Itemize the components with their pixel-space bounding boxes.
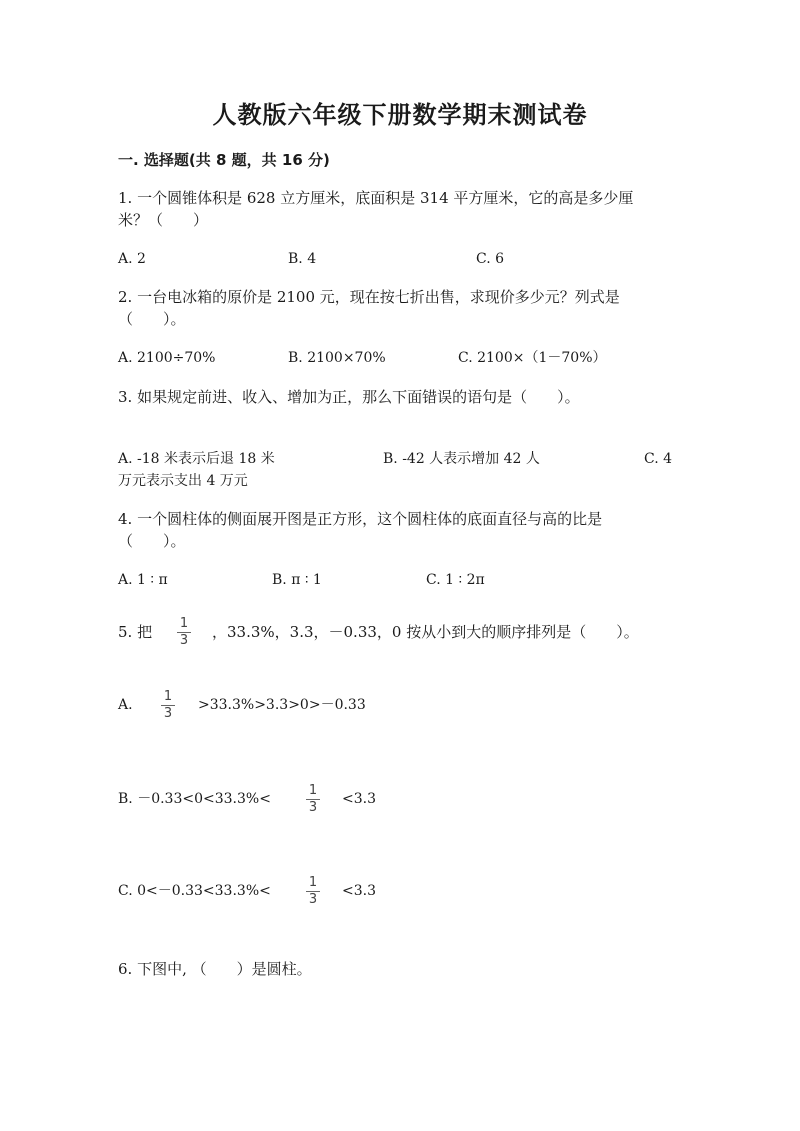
question-3-option-b: B. -42 人表示增加 42 人: [383, 451, 540, 467]
question-1-line-1: 1. 一个圆锥体积是 628 立方厘米，底面积是 314 平方厘米，它的高是多少厘: [118, 189, 634, 207]
question-5-option-c-text: <3.3: [342, 883, 376, 899]
question-4-option-b: B. π ∶ 1: [272, 572, 322, 588]
question-1-option-a: A. 2: [118, 251, 146, 267]
question-2-option-a: A. 2100÷70%: [118, 350, 216, 366]
question-6-line-1: 6. 下图中, （ ）是圆柱。: [118, 960, 312, 978]
fraction-denominator: 3: [163, 706, 173, 721]
fraction-denominator: 3: [179, 633, 189, 648]
question-1-option-b: B. 4: [288, 251, 317, 267]
question-2-option-c: C. 2100×（1－70%）: [458, 350, 607, 366]
page-title: 人教版六年级下册数学期末测试卷: [212, 101, 588, 129]
question-2-option-b: B. 2100×70%: [288, 350, 386, 366]
question-3-option-c-continued: 万元表示支出 4 万元: [118, 473, 248, 489]
question-5-prefix: 5. 把: [118, 623, 153, 641]
fraction-denominator: 3: [308, 892, 318, 907]
question-4-option-c: C. 1 ∶ 2π: [426, 572, 485, 588]
question-3-option-a: A. -18 米表示后退 18 米: [118, 451, 275, 467]
option-c-fraction: [306, 876, 320, 907]
question-5-option-a-label: A.: [118, 697, 133, 713]
fraction-numerator: 1: [308, 783, 318, 798]
question-2-line-1: 2. 一台电冰箱的原价是 2100 元，现在按七折出售，求现价多少元？列式是: [118, 288, 620, 306]
question-1-line-2: 米？（ ）: [118, 211, 209, 229]
question-3-option-c: C. 4: [644, 451, 673, 467]
question-3-line-1: 3. 如果规定前进、收入、增加为正，那么下面错误的语句是（ ）。: [118, 388, 580, 406]
option-a-fraction: [161, 690, 175, 721]
question-1-option-c: C. 6: [476, 251, 505, 267]
question-4-option-a: A. 1 ∶ π: [118, 572, 168, 588]
fraction-denominator: 3: [308, 800, 318, 815]
question-5-option-a-text: >33.3%>3.3>0>－0.33: [198, 697, 366, 713]
fraction-numerator: 1: [179, 616, 189, 631]
section-heading: 一. 选择题(共 8 题，共 16 分): [118, 151, 330, 169]
question-5-option-b-label: B. －0.33<0<33.3%<: [118, 791, 271, 807]
question-5-option-b-text: <3.3: [342, 791, 376, 807]
fraction-numerator: 1: [163, 689, 173, 704]
question-4-line-2: （ ）。: [118, 532, 186, 550]
question-5-fraction: [177, 617, 191, 648]
option-b-fraction: [306, 784, 320, 815]
fraction-numerator: 1: [308, 875, 318, 890]
question-2-line-2: （ ）。: [118, 310, 186, 328]
question-5-option-c-label: C. 0<－0.33<33.3%<: [118, 883, 271, 899]
question-4-line-1: 4. 一个圆柱体的侧面展开图是正方形，这个圆柱体的底面直径与高的比是: [118, 510, 603, 528]
question-5-text: ，33.3%，3.3，－0.33，0 按从小到大的顺序排列是（ ）。: [212, 623, 639, 641]
